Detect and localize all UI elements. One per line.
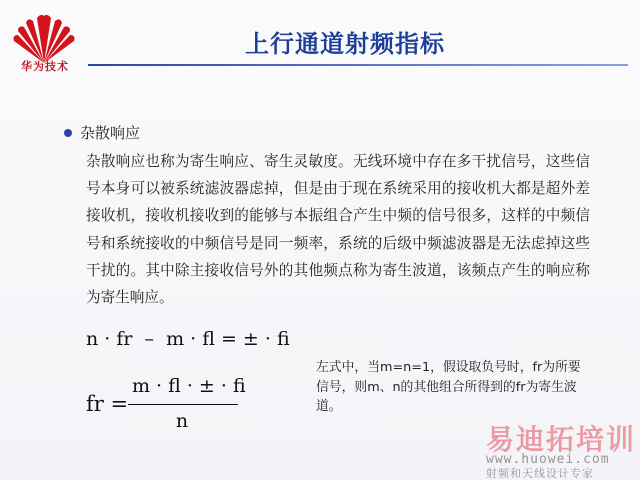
formula-2-denominator: n [175, 410, 189, 432]
bullet-dot-icon [64, 129, 72, 137]
title-divider [88, 64, 628, 66]
watermark-brand: 易迪拓培训 [486, 423, 637, 456]
formula-2-numerator: m · fl · ± · fi [132, 375, 246, 397]
logo-text: 华为技术 [21, 60, 69, 73]
watermark-url: www.huowei.com [486, 452, 610, 467]
watermark-slogan: 射频和天线设计专家 [486, 467, 594, 480]
formula-2-lhs: fr = [86, 392, 129, 416]
bullet-item [64, 122, 140, 143]
formula-equation-1: n · fr – m · fl = ± · fi [86, 328, 290, 350]
body-paragraph: 杂散响应也称为寄生响应、寄生灵敏度。无线环境中存在多干扰信号，这些信号本身可以被系统滤波器虑掉，但是由于现在系统采用的接收机大都是超外差接收机，接收机接收到的能够与本振组合产生中频的信号很多，这样的中频信号和系统接收的中频信号是同一频率，系统的后级中频滤波器是无法虑掉这些干扰的。其中除主接收信号外的其他频点称为寄生波道，该频点产生的响应称为寄生响应。 [86, 153, 590, 307]
fraction-bar [128, 404, 238, 405]
slide-title: 上行通道射频指标 [245, 30, 445, 58]
bullet-heading: 杂散响应 [80, 124, 141, 142]
formula-note: 左式中，当m=n=1，假设取负号时，fr为所要信号，则m、n的其他组合所得到的fr为寄生波道。 [316, 360, 581, 414]
